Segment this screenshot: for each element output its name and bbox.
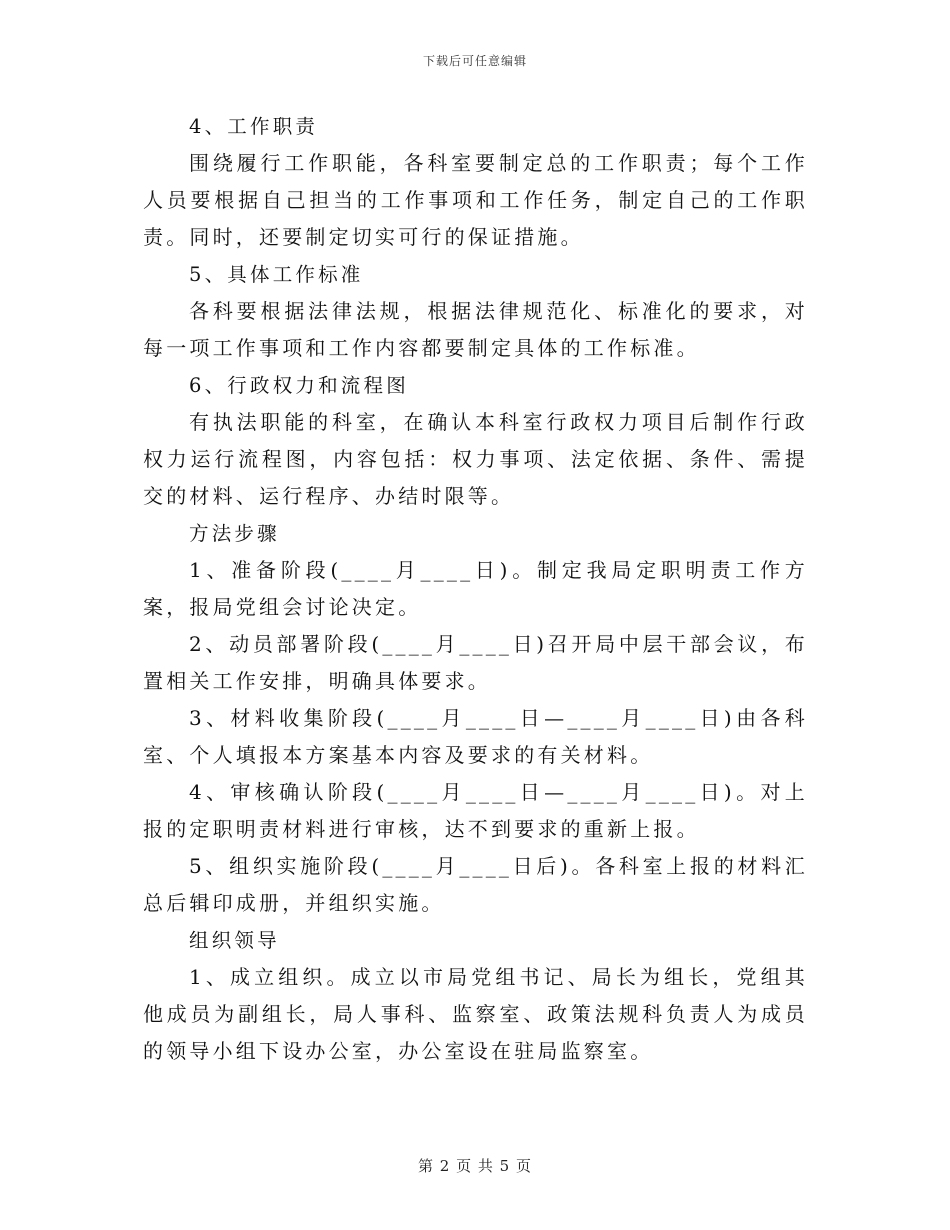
section-heading-work-standards: 5、具体工作标准 (189, 263, 364, 286)
section-heading-admin-power: 6、行政权力和流程图 (189, 374, 409, 397)
paragraph-admin-power: 有执法职能的科室，在确认本科室行政权力项目后制作行政权力运行流程图，内容包括：权力事项、法定依据、条件、需提交的材料、运行程序、办结时限等。 (143, 410, 808, 508)
paragraph-work-standards: 各科要根据法律法规，根据法律规范化、标准化的要求，对每一项工作事项和工作内容都要制定具体的工作标准。 (143, 299, 808, 360)
document-body (143, 108, 808, 1070)
paragraph-step-prepare: 1、准备阶段(____月____日)。制定我局定职明责工作方案，报局党组会讨论决定。 (143, 558, 808, 619)
paragraph-step-mobilize: 2、动员部署阶段(____月____日)召开局中层干部会议，布置相关工作安排，明确具体要求。 (143, 632, 808, 693)
paragraph-step-collect: 3、材料收集阶段(____月____日—____月____日)由各科室、个人填报本方案基本内容及要求的有关材料。 (143, 706, 808, 767)
page-number: 第 2 页 共 5 页 (418, 1157, 532, 1175)
section-heading-leadership: 组织领导 (189, 929, 280, 952)
paragraph-step-review: 4、审核确认阶段(____月____日—____月____日)。对上报的定职明责材料进行审核，达不到要求的重新上报。 (143, 780, 808, 841)
paragraph-step-implement: 5、组织实施阶段(____月____日后)。各科室上报的材料汇总后辑印成册，并组织实施。 (143, 854, 808, 915)
paragraph-work-duties: 围绕履行工作职能，各科室要制定总的工作职责；每个工作人员要根据自己担当的工作事项和工作任务，制定自己的工作职责。同时，还要制定切实可行的保证措施。 (143, 151, 808, 249)
section-heading-work-duties: 4、工作职责 (189, 115, 319, 138)
page-header: 下载后可任意编辑 (422, 54, 527, 68)
paragraph-leadership-group: 1、成立组织。成立以市局党组书记、局长为组长，党组其他成员为副组长，局人事科、监察室、政策法规科负责人为成员的领导小组下设办公室，办公室设在驻局监察室。 (143, 965, 808, 1063)
section-heading-method-steps: 方法步骤 (189, 522, 280, 545)
